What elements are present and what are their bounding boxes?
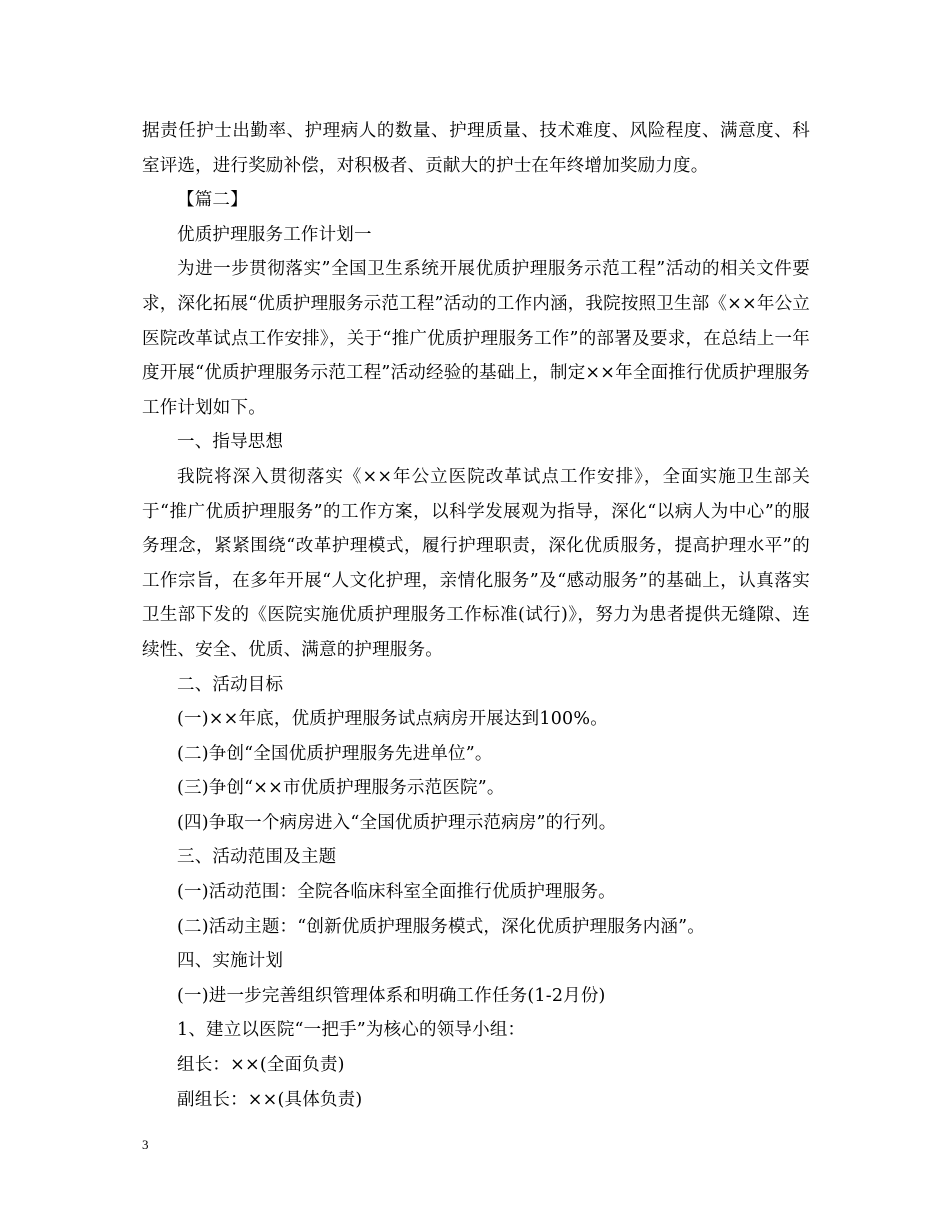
plan-title: 优质护理服务工作计划一 xyxy=(177,224,372,245)
section-heading-part-two: 【篇二】 xyxy=(177,190,248,211)
document-body xyxy=(142,114,810,1117)
list-item-plan-step-1: (一)进一步完善组织管理体系和明确工作任务(1-2月份) xyxy=(177,985,606,1006)
paragraph-introduction: 为进一步贯彻落实”全国卫生系统开展优质护理服务示范工程”活动的相关文件要求，深化拓展“优质护理服务示范工程”活动的工作内涵，我院按照卫生部《××年公立医院改革试点工作安排》，关于“推广优质护理服务工作”的部署及要求，在总结上一年度开展“优质护理服务示范工程”活动经验的基础上，制定××年全面推行优质护理服务工作计划如下。 xyxy=(142,259,810,418)
list-item-leadership-group: 1、建立以医院“一把手”为核心的领导小组： xyxy=(177,1020,526,1041)
heading-activity-goals: 二、活动目标 xyxy=(177,674,284,695)
leader-line: 组长：××(全面负责) xyxy=(177,1055,345,1076)
heading-scope-and-theme: 三、活动范围及主题 xyxy=(177,847,337,868)
list-item-scope: (一)活动范围：全院各临床科室全面推行优质护理服务。 xyxy=(177,882,616,903)
list-item-goal-4: (四)争取一个病房进入“全国优质护理示范病房”的行列。 xyxy=(177,812,617,833)
list-item-goal-2: (二)争创“全国优质护理服务先进单位”。 xyxy=(177,743,493,764)
list-item-goal-3: (三)争创“××市优质护理服务示范医院”。 xyxy=(177,778,505,799)
paragraph-reward-criteria: 据责任护士出勤率、护理病人的数量、护理质量、技术难度、风险程度、满意度、科室评选，进行奖励补偿，对积极者、贡献大的护士在年终增加奖励力度。 xyxy=(142,121,810,176)
deputy-leader-line: 副组长：××(具体负责) xyxy=(177,1089,363,1110)
list-item-theme: (二)活动主题：“创新优质护理服务模式，深化优质护理服务内涵”。 xyxy=(177,916,705,937)
heading-guiding-ideology: 一、指导思想 xyxy=(177,432,284,453)
paragraph-guiding-ideology: 我院将深入贯彻落实《××年公立医院改革试点工作安排》，全面实施卫生部关于“推广优质护理服务”的工作方案，以科学发展观为指导，深化“以病人为中心”的服务理念，紧紧围绕“改革护理模式，履行护理职责，深化优质服务，提高护理水平”的工作宗旨，在多年开展“人文化护理，亲情化服务”及“感动服务”的基础上，认真落实卫生部下发的《医院实施优质护理服务工作标准(试行)》，努力为患者提供无缝隙、连续性、安全、优质、满意的护理服务。 xyxy=(142,466,810,660)
page-number: 3 xyxy=(142,1137,149,1152)
heading-implementation-plan: 四、实施计划 xyxy=(177,951,284,972)
list-item-goal-1: (一)××年底，优质护理服务试点病房开展达到100%。 xyxy=(177,709,608,730)
